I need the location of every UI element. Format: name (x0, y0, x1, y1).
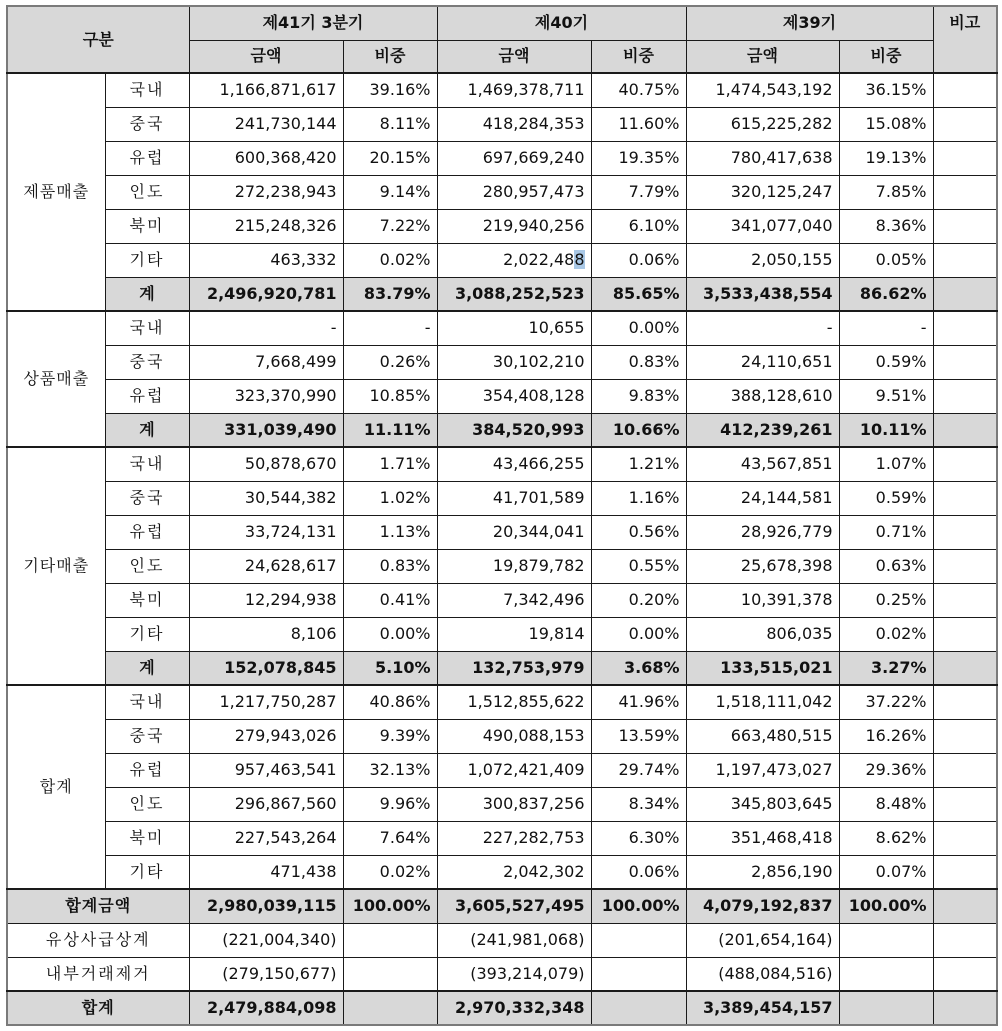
amount-cell: 25,678,398 (686, 549, 839, 583)
amount-cell: 7,342,496 (437, 583, 591, 617)
amount-cell: 323,370,990 (189, 379, 343, 413)
ratio-cell: 37.22% (839, 685, 933, 719)
subtotal-label: 계 (105, 651, 189, 685)
table-row (7, 175, 997, 209)
region-cell: 인도 (105, 175, 189, 209)
amount-cell: 957,463,541 (189, 753, 343, 787)
note-cell (933, 515, 997, 549)
amount-cell: (241,981,068) (437, 923, 591, 957)
note-cell (933, 277, 997, 311)
ratio-cell: 0.00% (591, 617, 686, 651)
ratio-cell: 0.41% (343, 583, 437, 617)
note-cell (933, 243, 997, 277)
note-cell (933, 209, 997, 243)
ratio-cell: 6.10% (591, 209, 686, 243)
ratio-cell: 39.16% (343, 73, 437, 107)
ratio-cell (591, 923, 686, 957)
note-cell (933, 447, 997, 481)
table-row (7, 685, 997, 719)
amount-cell: 24,110,651 (686, 345, 839, 379)
amount-cell: 412,239,261 (686, 413, 839, 447)
ratio-cell (343, 991, 437, 1025)
amount-cell: (488,084,516) (686, 957, 839, 991)
summary-label: 유상사급상계 (7, 923, 189, 957)
table-row (7, 753, 997, 787)
summary-label: 합계금액 (7, 889, 189, 923)
amount-cell: (279,150,677) (189, 957, 343, 991)
amount-cell: 351,468,418 (686, 821, 839, 855)
note-cell (933, 753, 997, 787)
header-ratio-41q3: 비중 (343, 40, 437, 73)
ratio-cell: 29.36% (839, 753, 933, 787)
region-cell: 중국 (105, 345, 189, 379)
amount-cell: 2,980,039,115 (189, 889, 343, 923)
amount-cell: 43,466,255 (437, 447, 591, 481)
amount-cell: 1,072,421,409 (437, 753, 591, 787)
note-cell (933, 73, 997, 107)
subtotal-row (7, 413, 997, 447)
note-cell (933, 345, 997, 379)
amount-cell: 241,730,144 (189, 107, 343, 141)
note-cell (933, 855, 997, 889)
note-cell (933, 175, 997, 209)
ratio-cell: 13.59% (591, 719, 686, 753)
note-cell (933, 379, 997, 413)
ratio-cell: 83.79% (343, 277, 437, 311)
ratio-cell: 0.59% (839, 345, 933, 379)
amount-cell: 663,480,515 (686, 719, 839, 753)
amount-cell: 279,943,026 (189, 719, 343, 753)
note-cell (933, 957, 997, 991)
table-row (7, 107, 997, 141)
table-row (7, 583, 997, 617)
note-cell (933, 141, 997, 175)
ratio-cell: 32.13% (343, 753, 437, 787)
ratio-cell: 0.26% (343, 345, 437, 379)
table-row (7, 209, 997, 243)
amount-cell: 331,039,490 (189, 413, 343, 447)
ratio-cell: 10.85% (343, 379, 437, 413)
amount-cell: (393,214,079) (437, 957, 591, 991)
amount-cell: 300,837,256 (437, 787, 591, 821)
summary-label: 합계 (7, 991, 189, 1025)
region-cell: 유럽 (105, 753, 189, 787)
amount-cell: 227,543,264 (189, 821, 343, 855)
amount-cell-with-selection[interactable] (437, 243, 591, 277)
table-row (7, 549, 997, 583)
ratio-cell: 9.14% (343, 175, 437, 209)
amount-cell: 215,248,326 (189, 209, 343, 243)
ratio-cell: 9.51% (839, 379, 933, 413)
group-label-product-sales: 제품매출 (7, 73, 105, 311)
ratio-cell: 1.16% (591, 481, 686, 515)
amount-cell: 280,957,473 (437, 175, 591, 209)
amount-cell: 24,628,617 (189, 549, 343, 583)
amount-cell: 3,533,438,554 (686, 277, 839, 311)
amount-cell: 8,106 (189, 617, 343, 651)
amount-cell: 341,077,040 (686, 209, 839, 243)
ratio-cell: 0.06% (591, 855, 686, 889)
ratio-cell: 15.08% (839, 107, 933, 141)
ratio-cell: 19.13% (839, 141, 933, 175)
paid-supply-offset-row (7, 923, 997, 957)
ratio-cell (591, 957, 686, 991)
header-amount-41q3: 금액 (189, 40, 343, 73)
summary-label: 내부거래제거 (7, 957, 189, 991)
amount-cell: 490,088,153 (437, 719, 591, 753)
ratio-cell: 9.39% (343, 719, 437, 753)
amount-cell: 219,940,256 (437, 209, 591, 243)
note-cell (933, 311, 997, 345)
sales-by-region-table (6, 5, 998, 1026)
amount-cell: 320,125,247 (686, 175, 839, 209)
amount-cell: 30,544,382 (189, 481, 343, 515)
amount-cell: 41,701,589 (437, 481, 591, 515)
header-period-41q3: 제41기 3분기 (189, 6, 437, 40)
ratio-cell: 11.11% (343, 413, 437, 447)
table-row (7, 787, 997, 821)
group-label-other-sales: 기타매출 (7, 447, 105, 685)
header-amount-40: 금액 (437, 40, 591, 73)
header-ratio-39: 비중 (839, 40, 933, 73)
ratio-cell: 11.60% (591, 107, 686, 141)
table-row (7, 73, 997, 107)
note-cell (933, 991, 997, 1025)
ratio-cell: 7.79% (591, 175, 686, 209)
amount-cell: 2,042,302 (437, 855, 591, 889)
header-period-40: 제40기 (437, 6, 686, 40)
ratio-cell: 36.15% (839, 73, 933, 107)
note-cell (933, 821, 997, 855)
ratio-cell: 85.65% (591, 277, 686, 311)
ratio-cell: 100.00% (591, 889, 686, 923)
ratio-cell: 0.83% (591, 345, 686, 379)
ratio-cell: 0.02% (343, 855, 437, 889)
region-cell: 국내 (105, 685, 189, 719)
amount-cell: 418,284,353 (437, 107, 591, 141)
table-row (7, 617, 997, 651)
amount-cell: (221,004,340) (189, 923, 343, 957)
region-cell: 기타 (105, 617, 189, 651)
ratio-cell: 0.00% (343, 617, 437, 651)
region-cell: 북미 (105, 209, 189, 243)
amount-cell: 20,344,041 (437, 515, 591, 549)
group-label-merchandise-sales: 상품매출 (7, 311, 105, 447)
ratio-cell: 86.62% (839, 277, 933, 311)
region-cell: 중국 (105, 107, 189, 141)
amount-cell: 296,867,560 (189, 787, 343, 821)
ratio-cell: 40.86% (343, 685, 437, 719)
ratio-cell (591, 991, 686, 1025)
ratio-cell: 8.36% (839, 209, 933, 243)
amount-cell: 1,166,871,617 (189, 73, 343, 107)
note-cell (933, 481, 997, 515)
ratio-cell: 7.85% (839, 175, 933, 209)
ratio-cell (839, 923, 933, 957)
note-cell (933, 685, 997, 719)
amount-cell: 19,814 (437, 617, 591, 651)
region-cell: 유럽 (105, 379, 189, 413)
ratio-cell: 0.55% (591, 549, 686, 583)
amount-cell: 3,389,454,157 (686, 991, 839, 1025)
amount-cell: 28,926,779 (686, 515, 839, 549)
amount-cell: 2,479,884,098 (189, 991, 343, 1025)
header-period-39: 제39기 (686, 6, 933, 40)
ratio-cell (839, 991, 933, 1025)
note-cell (933, 107, 997, 141)
region-cell: 북미 (105, 821, 189, 855)
region-cell: 국내 (105, 73, 189, 107)
amount-cell: 354,408,128 (437, 379, 591, 413)
ratio-cell: 1.07% (839, 447, 933, 481)
amount-cell: 272,238,943 (189, 175, 343, 209)
note-cell (933, 889, 997, 923)
ratio-cell: 0.00% (591, 311, 686, 345)
table-row (7, 515, 997, 549)
amount-cell: 24,144,581 (686, 481, 839, 515)
ratio-cell: 7.22% (343, 209, 437, 243)
region-cell: 유럽 (105, 515, 189, 549)
table-row (7, 311, 997, 345)
ratio-cell: 40.75% (591, 73, 686, 107)
ratio-cell: 1.71% (343, 447, 437, 481)
sales-table-container (6, 5, 998, 1026)
amount-cell: 615,225,282 (686, 107, 839, 141)
ratio-cell: 29.74% (591, 753, 686, 787)
amount-cell: 2,856,190 (686, 855, 839, 889)
region-cell: 국내 (105, 311, 189, 345)
grand-total-amount-row (7, 889, 997, 923)
ratio-cell: 0.07% (839, 855, 933, 889)
amount-cell: 806,035 (686, 617, 839, 651)
amount-cell: 2,970,332,348 (437, 991, 591, 1025)
amount-cell: 1,217,750,287 (189, 685, 343, 719)
ratio-cell: 0.20% (591, 583, 686, 617)
amount-cell: 1,518,111,042 (686, 685, 839, 719)
table-row (7, 141, 997, 175)
note-cell (933, 549, 997, 583)
amount-cell: (201,654,164) (686, 923, 839, 957)
note-cell (933, 413, 997, 447)
amount-cell: 3,088,252,523 (437, 277, 591, 311)
note-cell (933, 787, 997, 821)
amount-cell: 1,469,378,711 (437, 73, 591, 107)
note-cell (933, 617, 997, 651)
ratio-cell: 0.83% (343, 549, 437, 583)
ratio-cell: 100.00% (839, 889, 933, 923)
note-cell (933, 923, 997, 957)
header-note: 비고 (933, 6, 997, 73)
ratio-cell: 16.26% (839, 719, 933, 753)
table-header (7, 6, 997, 73)
ratio-cell: 0.02% (343, 243, 437, 277)
table-row (7, 855, 997, 889)
amount-cell: - (686, 311, 839, 345)
region-cell: 중국 (105, 719, 189, 753)
ratio-cell: 0.59% (839, 481, 933, 515)
amount-cell: 50,878,670 (189, 447, 343, 481)
ratio-cell: - (839, 311, 933, 345)
amount-cell: 2,050,155 (686, 243, 839, 277)
subtotal-row (7, 651, 997, 685)
amount-cell: 7,668,499 (189, 345, 343, 379)
subtotal-label: 계 (105, 277, 189, 311)
amount-cell: 2,496,920,781 (189, 277, 343, 311)
amount-cell: 780,417,638 (686, 141, 839, 175)
ratio-cell (343, 957, 437, 991)
amount-cell: 3,605,527,495 (437, 889, 591, 923)
amount-cell: 471,438 (189, 855, 343, 889)
region-cell: 유럽 (105, 141, 189, 175)
amount-cell: 12,294,938 (189, 583, 343, 617)
table-row (7, 719, 997, 753)
ratio-cell: 1.13% (343, 515, 437, 549)
ratio-cell: 8.48% (839, 787, 933, 821)
ratio-cell: 8.34% (591, 787, 686, 821)
header-amount-39: 금액 (686, 40, 839, 73)
amount-text: 2,022,48 (503, 250, 575, 269)
ratio-cell: 41.96% (591, 685, 686, 719)
subtotal-row (7, 277, 997, 311)
ratio-cell: 1.02% (343, 481, 437, 515)
ratio-cell: 8.11% (343, 107, 437, 141)
region-cell: 인도 (105, 549, 189, 583)
table-row (7, 379, 997, 413)
text-selection-highlight: 8 (574, 250, 585, 269)
net-total-row (7, 991, 997, 1025)
ratio-cell: 1.21% (591, 447, 686, 481)
ratio-cell: 8.62% (839, 821, 933, 855)
table-row (7, 243, 997, 277)
amount-cell: 227,282,753 (437, 821, 591, 855)
region-cell: 북미 (105, 583, 189, 617)
amount-cell: 132,753,979 (437, 651, 591, 685)
note-cell (933, 583, 997, 617)
group-label-total: 합계 (7, 685, 105, 889)
amount-cell: 384,520,993 (437, 413, 591, 447)
amount-cell: 43,567,851 (686, 447, 839, 481)
intercompany-elimination-row (7, 957, 997, 991)
amount-cell: 152,078,845 (189, 651, 343, 685)
ratio-cell (343, 923, 437, 957)
table-row (7, 447, 997, 481)
table-row (7, 481, 997, 515)
ratio-cell: 0.71% (839, 515, 933, 549)
amount-cell: 10,391,378 (686, 583, 839, 617)
ratio-cell: 0.63% (839, 549, 933, 583)
ratio-cell: 3.68% (591, 651, 686, 685)
amount-cell: 33,724,131 (189, 515, 343, 549)
ratio-cell: 0.05% (839, 243, 933, 277)
amount-cell: 345,803,645 (686, 787, 839, 821)
amount-cell: 1,197,473,027 (686, 753, 839, 787)
ratio-cell: 100.00% (343, 889, 437, 923)
amount-cell: 10,655 (437, 311, 591, 345)
amount-cell: 1,474,543,192 (686, 73, 839, 107)
region-cell: 중국 (105, 481, 189, 515)
ratio-cell: 0.56% (591, 515, 686, 549)
region-cell: 기타 (105, 855, 189, 889)
note-cell (933, 651, 997, 685)
ratio-cell: 5.10% (343, 651, 437, 685)
header-category: 구분 (7, 6, 189, 73)
ratio-cell: 0.02% (839, 617, 933, 651)
ratio-cell (839, 957, 933, 991)
region-cell: 기타 (105, 243, 189, 277)
amount-cell: 4,079,192,837 (686, 889, 839, 923)
table-row (7, 821, 997, 855)
header-ratio-40: 비중 (591, 40, 686, 73)
amount-cell: 1,512,855,622 (437, 685, 591, 719)
ratio-cell: 3.27% (839, 651, 933, 685)
ratio-cell: 19.35% (591, 141, 686, 175)
ratio-cell: 10.11% (839, 413, 933, 447)
amount-cell: 388,128,610 (686, 379, 839, 413)
ratio-cell: 9.83% (591, 379, 686, 413)
table-row (7, 345, 997, 379)
amount-cell: 30,102,210 (437, 345, 591, 379)
ratio-cell: 0.06% (591, 243, 686, 277)
region-cell: 인도 (105, 787, 189, 821)
ratio-cell: - (343, 311, 437, 345)
ratio-cell: 7.64% (343, 821, 437, 855)
subtotal-label: 계 (105, 413, 189, 447)
ratio-cell: 10.66% (591, 413, 686, 447)
note-cell (933, 719, 997, 753)
amount-cell: 133,515,021 (686, 651, 839, 685)
ratio-cell: 9.96% (343, 787, 437, 821)
ratio-cell: 6.30% (591, 821, 686, 855)
amount-cell: 600,368,420 (189, 141, 343, 175)
ratio-cell: 20.15% (343, 141, 437, 175)
amount-cell: - (189, 311, 343, 345)
amount-cell: 463,332 (189, 243, 343, 277)
ratio-cell: 0.25% (839, 583, 933, 617)
amount-cell: 697,669,240 (437, 141, 591, 175)
table-body (7, 73, 997, 1025)
region-cell: 국내 (105, 447, 189, 481)
amount-cell: 19,879,782 (437, 549, 591, 583)
